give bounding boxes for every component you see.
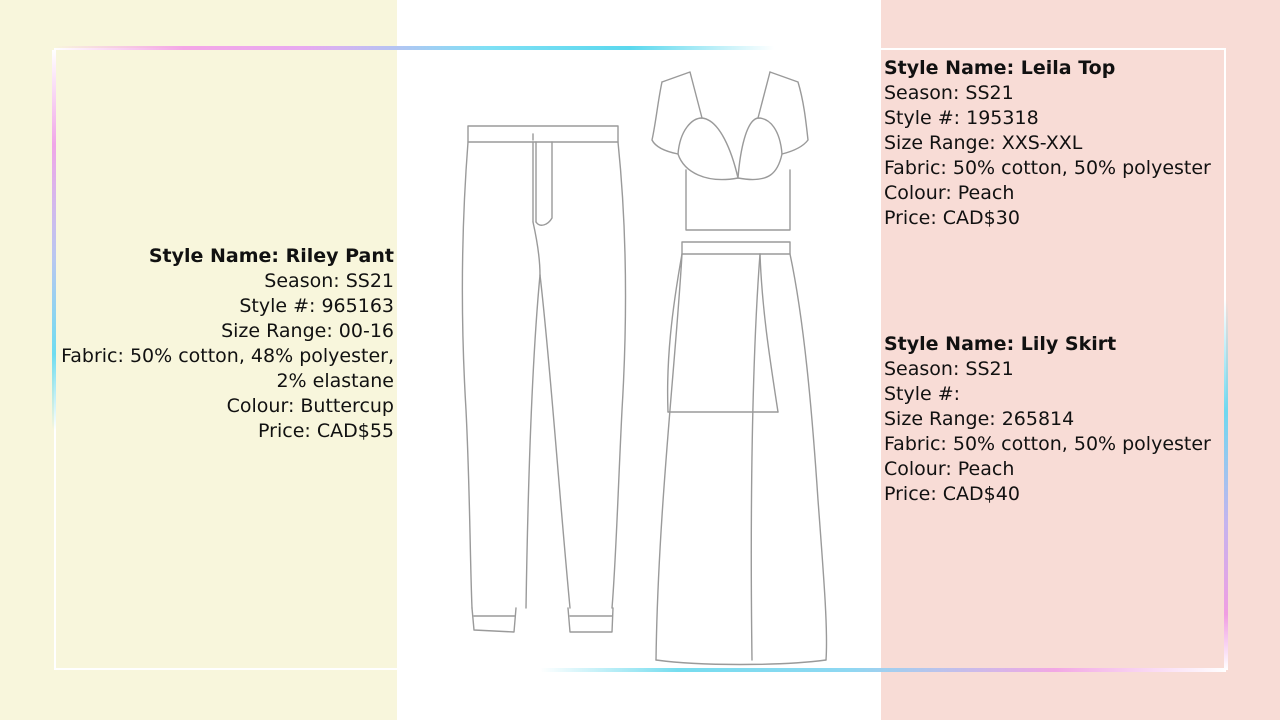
garment-sketch [440, 60, 860, 670]
pant-sketch [462, 126, 625, 632]
skirt-season: Season: SS21 [884, 358, 1014, 380]
pant-colour: Colour: Buttercup [226, 395, 394, 417]
pant-spec-block [61, 244, 394, 444]
pant-fabric-line2: 2% elastane [276, 370, 394, 392]
pant-season: Season: SS21 [264, 270, 394, 292]
top-season: Season: SS21 [884, 82, 1014, 104]
skirt-fabric: Fabric: 50% cotton, 50% polyester [884, 433, 1211, 455]
top-spec-block [884, 56, 1211, 231]
skirt-price: Price: CAD$40 [884, 483, 1020, 505]
pant-price: Price: CAD$55 [258, 420, 394, 442]
skirt-sketch [656, 242, 827, 665]
top-size-range: Size Range: XXS-XXL [884, 132, 1083, 154]
frame-gradient-right [1224, 300, 1228, 670]
skirt-size-range: Size Range: 265814 [884, 408, 1075, 430]
skirt-spec-block [884, 332, 1211, 507]
skirt-style-number: Style #: [884, 383, 961, 405]
top-price: Price: CAD$30 [884, 207, 1020, 229]
top-colour: Colour: Peach [884, 182, 1015, 204]
top-style-number: Style #: 195318 [884, 107, 1039, 129]
pant-style-number: Style #: 965163 [239, 295, 394, 317]
top-style-name: Style Name: Leila Top [884, 57, 1116, 79]
pant-size-range: Size Range: 00-16 [221, 320, 394, 342]
top-sketch [652, 72, 808, 230]
skirt-style-name: Style Name: Lily Skirt [884, 333, 1117, 355]
pant-fabric-line1: Fabric: 50% cotton, 48% polyester, [61, 345, 394, 367]
frame-gradient-top [54, 46, 774, 50]
pant-style-name: Style Name: Riley Pant [148, 245, 394, 267]
top-fabric: Fabric: 50% cotton, 50% polyester [884, 157, 1211, 179]
skirt-colour: Colour: Peach [884, 458, 1015, 480]
frame-gradient-left [52, 50, 56, 430]
